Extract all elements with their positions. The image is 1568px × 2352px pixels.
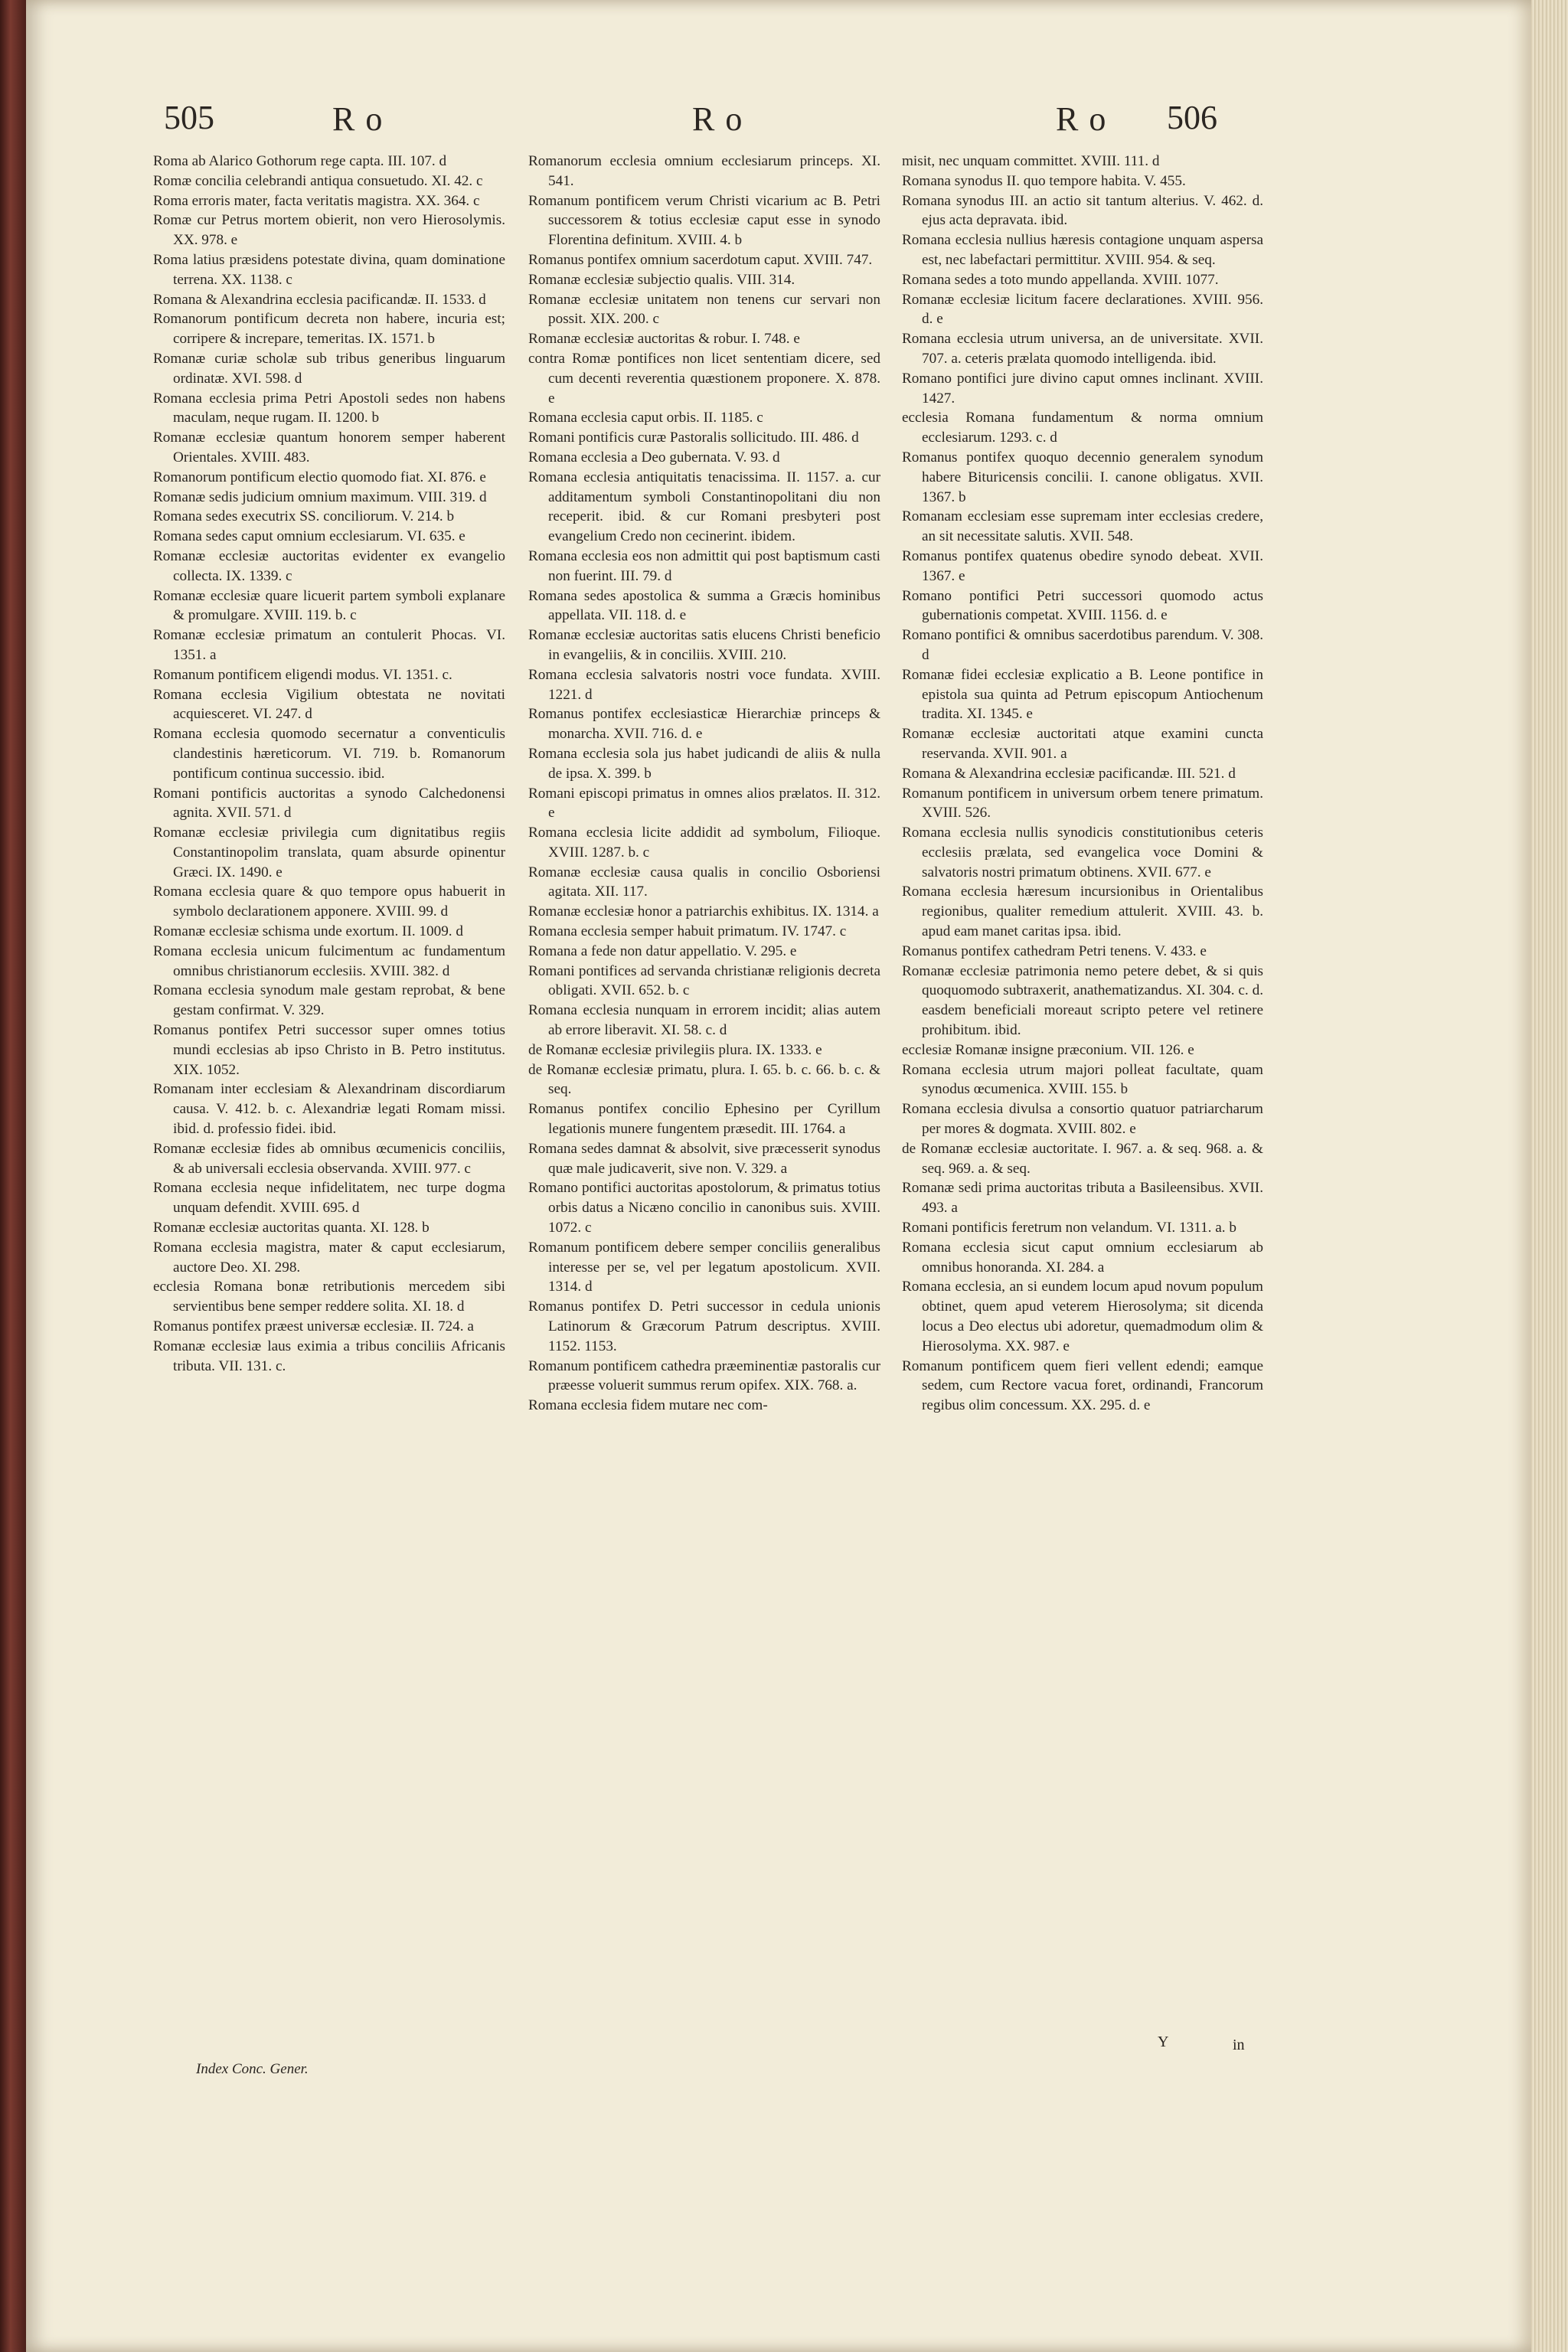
index-entry: Romana ecclesia utrum universa, an de universitate. XVII. 707. a. ceteris prælata quomodo intelligenda. ibid. xyxy=(902,331,1263,367)
index-entry: Romana ecclesia a Deo gubernata. V. 93. d xyxy=(528,449,780,466)
index-entry: Romanam ecclesiam esse supremam inter ecclesias credere, an sit necessitate salutis. XVII. 548. xyxy=(902,508,1263,545)
index-entry: Romanæ ecclesiæ auctoritas quanta. XI. 128. b xyxy=(153,1220,430,1236)
index-entry: Romanum pontificem eligendi modus. VI. 1351. c. xyxy=(153,666,452,683)
index-entry: de Romanæ ecclesiæ primatu, plura. I. 65. b. c. 66. b. c. & seq. xyxy=(528,1061,880,1098)
index-entry: Romana ecclesia semper habuit primatum. IV. 1747. c xyxy=(528,923,847,940)
index-entry: Romana sedes damnat & absolvit, sive præcesserit synodus quæ male judicaverit, sive non. V. 329. a xyxy=(528,1140,880,1177)
index-entry: Romana ecclesia hæresum incursionibus in Orientalibus regionibus, qualiter remedium attulerit. XVIII. 43. b. apud eam manet caritas ipsa. ibid. xyxy=(902,884,1263,940)
index-entry: Romanæ ecclesiæ laus eximia a tribus conciliis Africanis tributa. VII. 131. c. xyxy=(153,1338,505,1374)
index-column-3 xyxy=(902,152,1263,1416)
index-entry: Romano pontifici Petri successori quomodo actus gubernationis competat. XVIII. 1156. d. e xyxy=(902,587,1263,624)
footer-catchword: Index Conc. Gener. xyxy=(196,2061,309,2077)
index-entry: Romana ecclesia nullis synodicis constitutionibus ceteris ecclesiis prælata, sed evangelica voce Domini & salvatoris nostri primatum obtinens. XVII. 677. e xyxy=(902,825,1263,880)
index-entry: Romano pontifici auctoritas apostolorum, & primatus totius orbis datus a Nicæno concilio in canonibus suis. XVIII. 1072. c xyxy=(528,1180,880,1236)
index-entry: Romanus pontifex ecclesiasticæ Hierarchiæ princeps & monarcha. XVII. 716. d. e xyxy=(528,706,880,743)
index-entry: Romanæ ecclesiæ quantum honorem semper haberent Orientales. XVIII. 483. xyxy=(153,430,505,466)
running-head-left: Ro xyxy=(332,100,394,138)
signature-mark: Y xyxy=(1158,2034,1169,2050)
page-edges xyxy=(1531,0,1568,2352)
index-entry: Romana ecclesia eos non admittit qui post baptismum casti non fuerint. III. 79. d xyxy=(528,547,880,584)
index-entry: Romanus pontifex quatenus obedire synodo debeat. XVII. 1367. e xyxy=(902,547,1263,584)
index-entry: Romanæ ecclesiæ primatum an contulerit Phocas. VI. 1351. a xyxy=(153,627,505,663)
index-entry: Romani pontificis auctoritas a synodo Calchedonensi agnita. XVII. 571. d xyxy=(153,785,505,822)
index-entry: Romano pontifici & omnibus sacerdotibus parendum. V. 308. d xyxy=(902,627,1263,663)
page-number-right: 506 xyxy=(1167,99,1217,136)
index-entry: Romanæ ecclesiæ subjectio qualis. VIII. 314. xyxy=(528,271,795,288)
index-entry: Roma erroris mater, facta veritatis magistra. XX. 364. c xyxy=(153,192,480,209)
index-entry: Romana ecclesia prima Petri Apostoli sedes non habens maculam, neque rugam. II. 1200. b xyxy=(153,390,505,426)
index-entry: Romanus pontifex D. Petri successor in cedula unionis Latinorum & Græcorum Patrum descriptus. XVIII. 1152. 1153. xyxy=(528,1298,880,1354)
index-entry: Romanum pontificem cathedra præeminentiæ pastoralis cur præesse voluerit summus rerum opifex. XIX. 768. a. xyxy=(528,1357,880,1394)
index-entry: Romana ecclesia sicut caput omnium ecclesiarum ab omnibus honoranda. XI. 284. a xyxy=(902,1239,1263,1276)
running-head-center: Ro xyxy=(692,100,753,138)
index-column-2 xyxy=(528,152,880,1416)
index-entry: Romanæ ecclesiæ unitatem non tenens cur servari non possit. XIX. 200. c xyxy=(528,291,880,328)
index-entry: Romæ concilia celebrandi antiqua consuetudo. XI. 42. c xyxy=(153,172,483,189)
index-entry: Romana ecclesia caput orbis. II. 1185. c xyxy=(528,410,763,426)
index-entry: Romanum pontificem quem fieri vellent edendi; eamque sedem, cum Rectore vacua foret, ordinandi, Francorum regibus olim concessum. XX. 295. d. e xyxy=(902,1357,1263,1414)
index-entry: Romanorum pontificum decreta non habere, incuria est; corripere & increpare, temeritas. IX. 1571. b xyxy=(153,311,505,348)
index-entry: Romana a fede non datur appellatio. V. 295. e xyxy=(528,942,797,959)
index-entry: ecclesiæ Romanæ insigne præconium. VII. 126. e xyxy=(902,1041,1194,1058)
index-entry: Romana synodus III. an actio sit tantum alterius. V. 462. d. ejus acta depravata. ibid. xyxy=(902,192,1263,229)
index-entry: de Romanæ ecclesiæ auctoritate. I. 967. a. & seq. 968. a. & seq. 969. a. & seq. xyxy=(902,1140,1263,1177)
index-entry: Romanæ sedis judicium omnium maximum. VIII. 319. d xyxy=(153,488,487,505)
index-entry: Romanum pontificem verum Christi vicarium ac B. Petri successorem & totius ecclesiæ caput esse in synodo Florentina definitum. XVIII. 4. b xyxy=(528,192,880,249)
index-entry: Romanæ ecclesiæ licitum facere declarationes. XVIII. 956. d. e xyxy=(902,291,1263,328)
index-entry: Romana ecclesia, an si eundem locum apud novum populum obtinet, quem apud veterem Hierosolyma; sit dicenda locus a Deo electus ubi adoretur, quemadmodum olim & Hierosolyma. XX. 987. e xyxy=(902,1279,1263,1354)
running-head-right: Ro xyxy=(1056,100,1117,138)
index-entry: Romana ecclesia quare & quo tempore opus habuerit in symbolo declarationem apponere. XVIII. 99. d xyxy=(153,884,505,920)
book-binding xyxy=(0,0,26,2352)
index-entry: Romanæ ecclesiæ schisma unde exortum. II. 1009. d xyxy=(153,923,463,940)
index-entry: Romanorum pontificum electio quomodo fiat. XI. 876. e xyxy=(153,469,486,485)
index-entry: Romanæ curiæ scholæ sub tribus generibus linguarum ordinatæ. XVI. 598. d xyxy=(153,350,505,387)
index-entry: Roma latius præsidens potestate divina, quam dominatione terrena. XX. 1138. c xyxy=(153,251,505,288)
index-entry: Romana ecclesia nullius hæresis contagione unquam aspersa est, nec labefactari permittitur. XVIII. 954. & seq. xyxy=(902,232,1263,268)
page-header xyxy=(26,90,1531,152)
index-entry: contra Romæ pontifices non licet sententiam dicere, sed cum decenti reverentia quæstionem proponere. X. 878. e xyxy=(528,350,880,407)
index-entry: Romana sedes caput omnium ecclesiarum. VI. 635. e xyxy=(153,528,466,545)
index-entry: Romanam inter ecclesiam & Alexandrinam discordiarum causa. V. 412. b. c. Alexandriæ legati Romam missi. ibid. d. professio fidei. ibid. xyxy=(153,1081,505,1138)
index-entry: Romana ecclesia sola jus habet judicandi de aliis & nulla de ipsa. X. 399. b xyxy=(528,745,880,782)
index-entry: Romana sedes apostolica & summa a Græcis hominibus appellata. VII. 118. d. e xyxy=(528,587,880,624)
book-page xyxy=(26,0,1531,2352)
index-entry: Romana ecclesia synodum male gestam reprobat, & bene gestam confirmat. V. 329. xyxy=(153,982,505,1019)
index-entry: Romana ecclesia unicum fulcimentum ac fundamentum omnibus christianorum ecclesiis. XVIII. 382. d xyxy=(153,942,505,979)
index-entry: Romana ecclesia Vigilium obtestata ne novitati acquiesceret. VI. 247. d xyxy=(153,686,505,723)
index-entry: Romano pontifici jure divino caput omnes inclinant. XVIII. 1427. xyxy=(902,370,1263,407)
index-column-1 xyxy=(153,152,505,1376)
index-entry: Romana ecclesia licite addidit ad symbolum, Filioque. XVIII. 1287. b. c xyxy=(528,825,880,861)
index-entry: Romanus pontifex Petri successor super omnes totius mundi ecclesias ab ipso Christo in B. Petro institutus. XIX. 1052. xyxy=(153,1022,505,1078)
index-entry: Romanæ ecclesiæ honor a patriarchis exhibitus. IX. 1314. a xyxy=(528,903,879,920)
page-number-left: 505 xyxy=(164,99,214,136)
index-entry: Romana ecclesia salvatoris nostri voce fundata. XVIII. 1221. d xyxy=(528,666,880,703)
index-entry: Romanum pontificem in universum orbem tenere primatum. XVIII. 526. xyxy=(902,785,1263,822)
index-entry: Romanæ ecclesiæ auctoritas evidenter ex evangelio collecta. IX. 1339. c xyxy=(153,547,505,584)
index-entry: Romanæ ecclesiæ auctoritati atque examini cuncta reservanda. XVII. 901. a xyxy=(902,726,1263,762)
index-entry: Romani pontifices ad servanda christianæ religionis decreta obligati. XVII. 652. b. c xyxy=(528,962,880,999)
index-entry: Romanus pontifex cathedram Petri tenens. V. 433. e xyxy=(902,942,1207,959)
index-entry: Romanæ ecclesiæ auctoritas satis elucens Christi beneficio in evangeliis, & in conciliis. XVIII. 210. xyxy=(528,627,880,663)
index-entry: Romanæ ecclesiæ auctoritas & robur. I. 748. e xyxy=(528,331,800,348)
index-entry: de Romanæ ecclesiæ privilegiis plura. IX. 1333. e xyxy=(528,1041,822,1058)
index-entry: Romanum pontificem debere semper conciliis generalibus interesse per se, vel per legatum apostolicum. XVII. 1314. d xyxy=(528,1239,880,1295)
index-entry: Romani pontificis feretrum non velandum. VI. 1311. a. b xyxy=(902,1220,1236,1236)
index-entry: Romana sedes executrix SS. conciliorum. V. 214. b xyxy=(153,508,455,525)
index-entry: Romana & Alexandrina ecclesiæ pacificandæ. III. 521. d xyxy=(902,765,1236,782)
index-entry: Romanus pontifex omnium sacerdotum caput. XVIII. 747. xyxy=(528,251,873,268)
index-entry: Romana ecclesia divulsa a consortio quatuor patriarcharum per mores & dogmata. XVIII. 802. e xyxy=(902,1101,1263,1138)
index-entry: Romana ecclesia fidem mutare nec com- xyxy=(528,1397,768,1414)
index-entry: Romanus pontifex præest universæ ecclesiæ. II. 724. a xyxy=(153,1318,474,1335)
index-entry: Romani pontificis curæ Pastoralis sollicitudo. III. 486. d xyxy=(528,430,859,446)
index-entry: Romana ecclesia utrum majori polleat facultate, quam synodus œcumenica. XVIII. 155. b xyxy=(902,1061,1263,1098)
index-entry: Romana synodus II. quo tempore habita. V. 455. xyxy=(902,172,1186,189)
index-entry: ecclesia Romana bonæ retributionis mercedem sibi servientibus bene semper reddere solita. XI. 18. d xyxy=(153,1279,505,1315)
index-entry: Roma ab Alarico Gothorum rege capta. III. 107. d xyxy=(153,153,447,169)
index-entry: Romanus pontifex quoquo decennio generalem synodum habere Bituricensis concilii. I. canone obligatus. XVII. 1367. b xyxy=(902,449,1263,505)
index-entry: Romanæ ecclesiæ quare licuerit partem symboli explanare & promulgare. XVIII. 119. b. c xyxy=(153,587,505,624)
catchword-right: in xyxy=(1233,2037,1245,2053)
index-entry: misit, nec unquam committet. XVIII. 111. d xyxy=(902,153,1160,169)
index-entry: Romana ecclesia quomodo secernatur a conventiculis clandestinis hæreticorum. VI. 719. b. Romanorum pontificum continua successio. ibid. xyxy=(153,726,505,782)
index-entry: Romana ecclesia magistra, mater & caput ecclesiarum, auctore Deo. XI. 298. xyxy=(153,1239,505,1276)
index-entry: Romana sedes a toto mundo appellanda. XVIII. 1077. xyxy=(902,271,1219,288)
index-entry: Romanæ ecclesiæ privilegia cum dignitatibus regiis Constantinopolim translata, quam absurde opinentur Græci. IX. 1490. e xyxy=(153,825,505,880)
index-entry: Romanæ ecclesiæ causa qualis in concilio Osboriensi agitata. XII. 117. xyxy=(528,864,880,900)
index-entry: Romanæ ecclesiæ fides ab omnibus œcumenicis conciliis, & ab universali ecclesia observanda. XVIII. 977. c xyxy=(153,1140,505,1177)
index-entry: Romana ecclesia antiquitatis tenacissima. II. 1157. a. cur additamentum symboli Constantinopolitani diu non receperit. ibid. & cur Romani presbyteri post evangelium Credo non cecinerint. ibidem. xyxy=(528,469,880,545)
index-entry: Romana ecclesia neque infidelitatem, nec turpe dogma unquam defendit. XVIII. 695. d xyxy=(153,1180,505,1217)
index-entry: Romanæ ecclesiæ patrimonia nemo petere debet, & si quis quoquomodo subtraxerit, anathematizandus. XI. 304. c. d. easdem beneficiali moreaut scripto petere vel retinere prohibitum. ibid. xyxy=(902,962,1263,1039)
index-entry: Romana ecclesia nunquam in errorem incidit; alias autem ab errore liberavit. XI. 58. c. d xyxy=(528,1002,880,1039)
index-entry: Romanorum ecclesia omnium ecclesiarum princeps. XI. 541. xyxy=(528,153,880,189)
index-entry: Romani episcopi primatus in omnes alios prælatos. II. 312. e xyxy=(528,785,880,822)
index-entry: Romana & Alexandrina ecclesia pacificandæ. II. 1533. d xyxy=(153,291,486,308)
index-entry: Romæ cur Petrus mortem obierit, non vero Hierosolymis. XX. 978. e xyxy=(153,212,505,249)
index-entry: Romanus pontifex concilio Ephesino per Cyrillum legationis munere fungentem præsedit. III. 1764. a xyxy=(528,1101,880,1138)
index-entry: Romanæ fidei ecclesiæ explicatio a B. Leone pontifice in epistola sua quinta ad Petrum episcopum Antiochenum tradita. XI. 1345. e xyxy=(902,666,1263,723)
index-entry: ecclesia Romana fundamentum & norma omnium ecclesiarum. 1293. c. d xyxy=(902,410,1263,446)
index-entry: Romanæ sedi prima auctoritas tributa a Basileensibus. XVII. 493. a xyxy=(902,1180,1263,1217)
